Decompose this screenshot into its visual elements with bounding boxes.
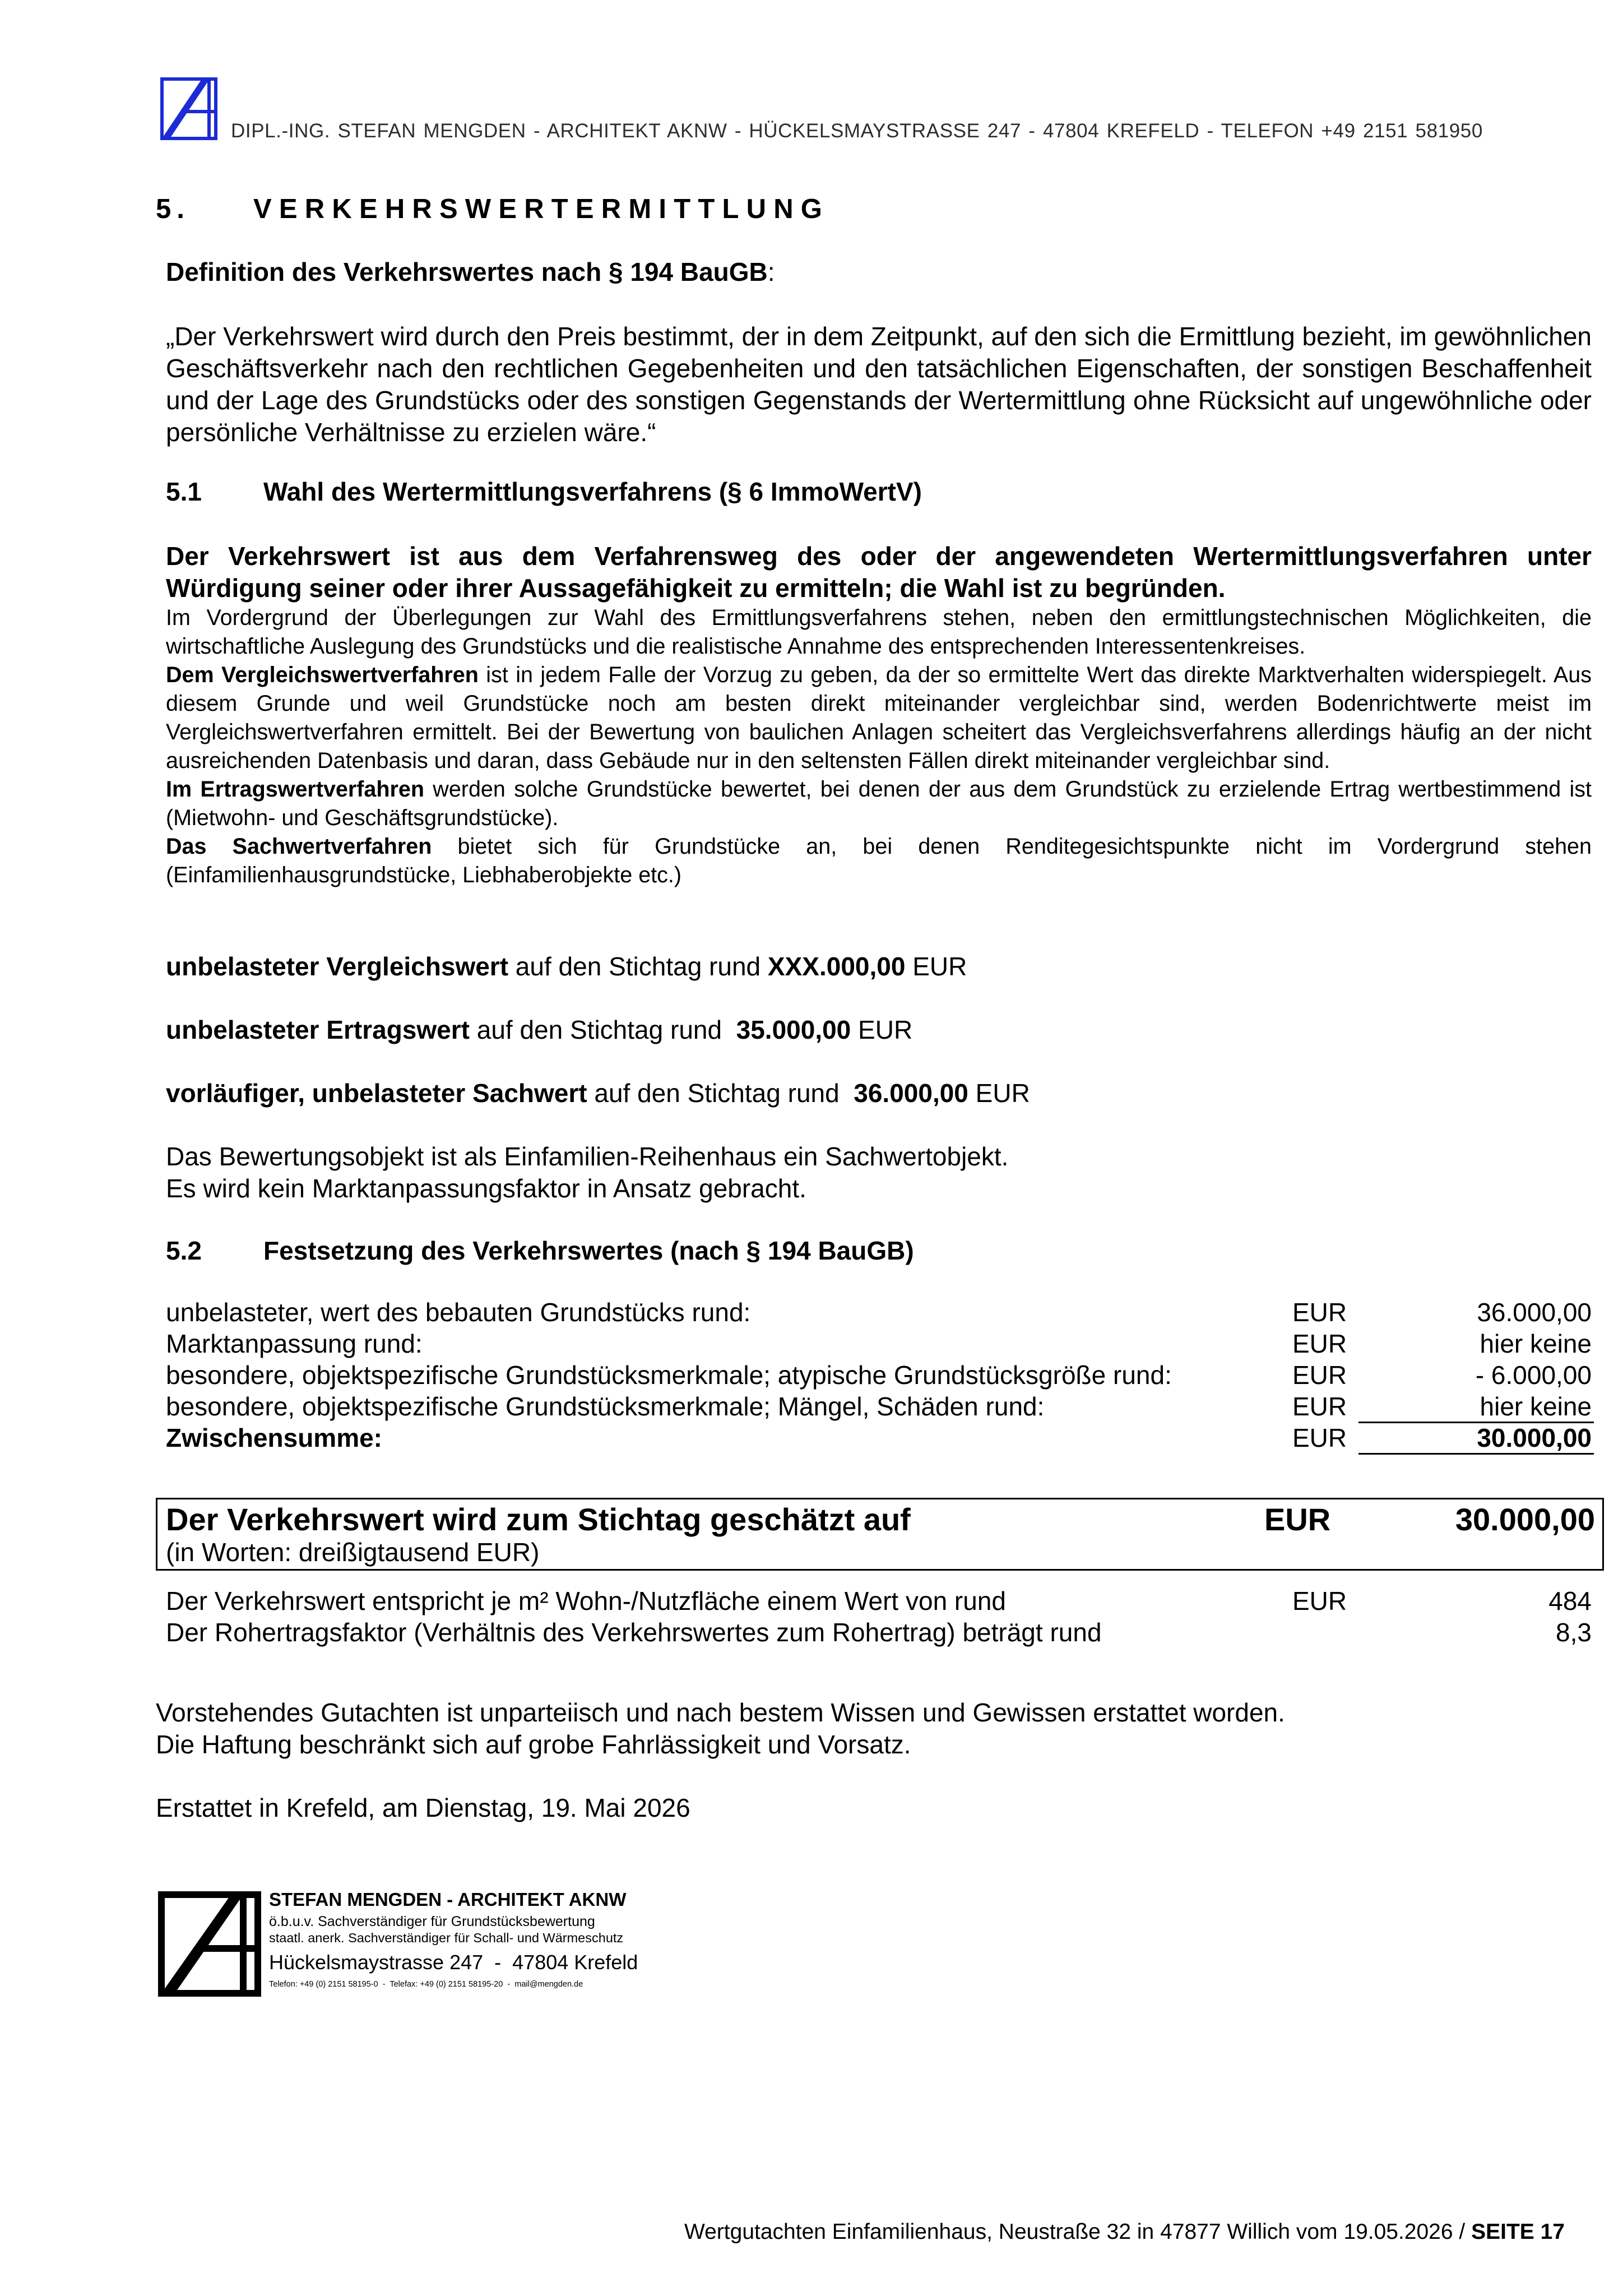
section-title: VERKEHRSWERTERMITTLUNG xyxy=(253,194,830,224)
value-amount: 35.000,00 xyxy=(736,1015,851,1044)
row-label: Zwischensumme: xyxy=(166,1423,382,1452)
row-label: Der Rohertragsfaktor (Verhältnis des Verkehrswertes zum Rohertrag) beträgt rund xyxy=(166,1618,1102,1647)
stamp-name: STEFAN MENGDEN - ARCHITEKT AKNW xyxy=(269,1889,627,1910)
value-amount: 36.000,00 xyxy=(854,1078,968,1108)
paragraph xyxy=(166,775,1592,832)
table-row xyxy=(166,1617,1594,1649)
value-text: auf den Stichtag rund xyxy=(469,1015,736,1044)
row-label: besondere, objektspezifische Grundstücksmerkmale; Mängel, Schäden rund: xyxy=(166,1392,1045,1421)
subsection-number: 5.1 xyxy=(166,477,202,506)
closing-statement xyxy=(156,1697,1285,1761)
value-currency: EUR xyxy=(968,1078,1030,1108)
row-currency: EUR xyxy=(1292,1423,1347,1452)
table-row xyxy=(166,1586,1594,1618)
paragraph-lead: Im Ertragswertverfahren xyxy=(166,777,424,802)
stamp-logo-icon xyxy=(158,1891,261,1997)
definition-heading-bold: Definition des Verkehrswertes nach § 194 BauGB xyxy=(166,257,768,286)
architect-logo-icon xyxy=(160,77,217,140)
table-row xyxy=(166,1360,1594,1392)
definition-heading-tail: : xyxy=(767,257,775,286)
letterhead: DIPL.-ING. STEFAN MENGDEN - ARCHITEKT AKNW - HÜCKELSMAYSTRASSE 247 - 47804 KREFELD - TELEFON +49 2151 581950 xyxy=(231,120,1483,142)
comparison-value xyxy=(166,951,967,982)
section-number: 5. xyxy=(156,194,190,224)
definition-heading xyxy=(166,257,775,287)
subsection-number: 5.2 xyxy=(166,1236,202,1265)
row-amount: 8,3 xyxy=(1556,1618,1592,1647)
market-value-amount: 30.000,00 xyxy=(1455,1502,1595,1537)
row-amount: 30.000,00 xyxy=(1358,1423,1594,1455)
asset-value xyxy=(166,1078,1030,1108)
stamp-address: Hückelsmaystrasse 247 - 47804 Krefeld xyxy=(269,1951,638,1974)
stamp-contact: Telefon: +49 (0) 2151 58195-0 - Telefax: +49 (0) 2151 58195-20 - mail@mengden.de xyxy=(269,1980,583,1989)
subsection-title: Festsetzung des Verkehrswertes (nach § 194 BauGB) xyxy=(263,1236,914,1265)
stamp-line: staatl. anerk. Sachverständiger für Schall- und Wärmeschutz xyxy=(269,1931,624,1945)
paragraph xyxy=(166,832,1592,890)
value-label: unbelasteter Ertragswert xyxy=(166,1015,470,1044)
closing-line: Vorstehendes Gutachten ist unparteiisch und nach bestem Wissen und Gewissen erstattet worden. xyxy=(156,1698,1285,1727)
market-value-currency: EUR xyxy=(1264,1502,1331,1537)
row-currency: EUR xyxy=(1292,1586,1347,1615)
paragraph-text: ist in jedem Falle der Vorzug zu geben, da der so ermittelte Wert das direkte Marktverhalten widerspiegelt. Aus diesem Grunde und weil Grundstücke noch am besten direkt miteinander vergleichbar sind, werden Bodenrichtwerte meist im Vergleichswertverfahren ermittelt. Bei der Bewertung von baulichen Anlagen scheitert das Vergleichsverfahrens allerdings häufig an der nicht ausreichenden Datenbasis und daran, dass Gebäude nur in den seltensten Fällen direkt miteinander vergleichbar sind. xyxy=(166,663,1592,773)
market-value-words: (in Worten: dreißigtausend EUR) xyxy=(166,1538,540,1567)
market-value-label: Der Verkehrswert wird zum Stichtag geschätzt auf xyxy=(166,1502,911,1537)
paragraph-lead: Dem Vergleichswertverfahren xyxy=(166,663,479,687)
row-label: Der Verkehrswert entspricht je m² Wohn-/Nutzfläche einem Wert von rund xyxy=(166,1586,1006,1615)
subsection-lead: Der Verkehrswert ist aus dem Verfahrensweg des oder der angewendeten Wertermittlungsverfahren unter Würdigung seiner oder ihrer Aussagefähigkeit zu ermitteln; die Wahl ist zu begründen. xyxy=(166,541,1592,603)
value-amount: XXX.000,00 xyxy=(767,952,906,981)
row-amount: 36.000,00 xyxy=(1477,1298,1592,1327)
table-row xyxy=(166,1297,1594,1329)
value-text: auf den Stichtag rund xyxy=(508,952,768,981)
row-label: Marktanpassung rund: xyxy=(166,1329,423,1358)
row-currency: EUR xyxy=(1292,1298,1347,1327)
page-number: SEITE 17 xyxy=(1471,2220,1565,2244)
closing-line: Die Haftung beschränkt sich auf grobe Fahrlässigkeit und Vorsatz. xyxy=(156,1730,911,1759)
value-currency: EUR xyxy=(905,952,967,981)
row-amount: hier keine xyxy=(1480,1329,1592,1358)
table-row xyxy=(166,1391,1594,1423)
stamp-line: ö.b.u.v. Sachverständiger für Grundstücksbewertung xyxy=(269,1914,595,1929)
row-amount: 484 xyxy=(1548,1586,1592,1615)
row-amount: - 6.000,00 xyxy=(1475,1360,1592,1390)
footer-text: Wertgutachten Einfamilienhaus, Neustraße 32 in 47877 Willich vom 19.05.2026 / xyxy=(684,2220,1472,2244)
row-label: besondere, objektspezifische Grundstücksmerkmale; atypische Grundstücksgröße rund: xyxy=(166,1360,1172,1390)
row-currency: EUR xyxy=(1292,1329,1347,1358)
value-label: vorläufiger, unbelasteter Sachwert xyxy=(166,1078,587,1108)
paragraph xyxy=(166,661,1592,775)
value-label: unbelasteter Vergleichswert xyxy=(166,952,509,981)
subsection-title: Wahl des Wertermittlungsverfahrens (§ 6 ImmoWertV) xyxy=(263,477,922,506)
note-line: Es wird kein Marktanpassungsfaktor in Ansatz gebracht. xyxy=(166,1174,806,1203)
page-footer xyxy=(560,2220,1565,2244)
value-text: auf den Stichtag rund xyxy=(587,1078,854,1108)
table-row xyxy=(166,1328,1594,1360)
definition-text: „Der Verkehrswert wird durch den Preis bestimmt, der in dem Zeitpunkt, auf den sich die Ermittlung bezieht, im gewöhnlichen Geschäftsverkehr nach den rechtlichen Gegebenheiten und den tatsächlichen Eigenschaften, der sonstigen Beschaffenheit und der Lage des Grundstücks oder des sonstigen Gegenstands der Wertermittlung ohne Rücksicht auf ungewöhnliche oder persönliche Verhältnisse zu erzielen wäre.“ xyxy=(166,322,1592,447)
valuation-note xyxy=(166,1141,1008,1205)
place-date: Erstattet in Krefeld, am Dienstag, 19. Mai 2026 xyxy=(156,1793,690,1822)
row-currency: EUR xyxy=(1292,1392,1347,1421)
paragraph-text: bietet sich für Grundstücke an, bei denen Renditegesichtspunkte nicht im Vordergrund stehen (Einfamilienhausgrundstücke, Liebhaberobjekte etc.) xyxy=(166,834,1592,887)
row-currency: EUR xyxy=(1292,1360,1347,1390)
paragraph-text: werden solche Grundstücke bewertet, bei denen der aus dem Grundstück zu erzielende Ertrag wertbestimmend ist (Mietwohn- und Geschäftsgrundstücke). xyxy=(166,777,1592,830)
paragraph-lead: Das Sachwertverfahren xyxy=(166,834,432,859)
note-line: Das Bewertungsobjekt ist als Einfamilien-Reihenhaus ein Sachwertobjekt. xyxy=(166,1142,1009,1171)
table-row-subtotal xyxy=(166,1423,1594,1455)
value-currency: EUR xyxy=(851,1015,913,1044)
row-amount: hier keine xyxy=(1358,1391,1594,1423)
income-value xyxy=(166,1015,912,1045)
office-stamp xyxy=(158,1885,662,1997)
paragraph: Im Vordergrund der Überlegungen zur Wahl des Ermittlungsverfahrens stehen, neben den ermittlungstechnischen Möglichkeiten, die wirtschaftliche Auslegung des Grundstücks und die realistische Annahme des entsprechenden Interessentenkreises. xyxy=(166,605,1592,659)
subsection-body xyxy=(166,604,1592,890)
row-label: unbelasteter, wert des bebauten Grundstücks rund: xyxy=(166,1298,751,1327)
